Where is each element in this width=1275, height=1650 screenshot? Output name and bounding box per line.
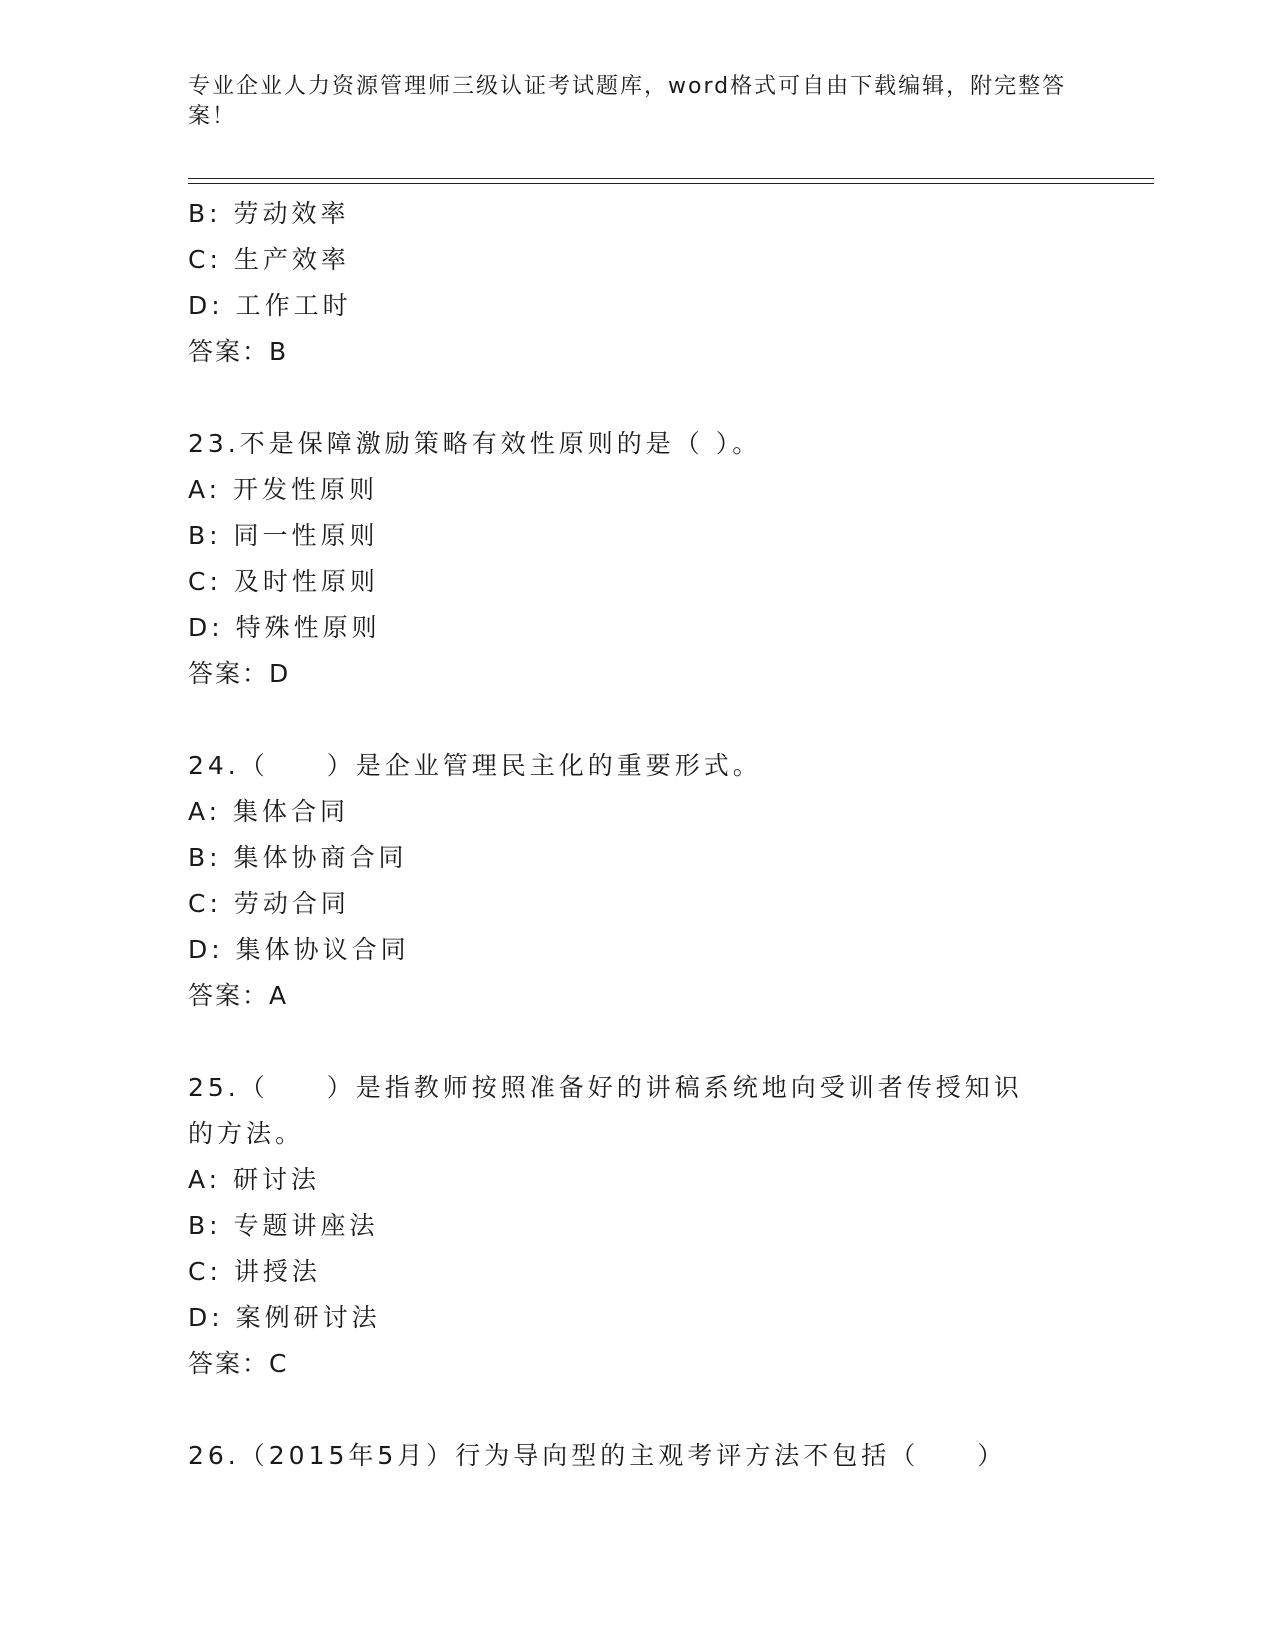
answer-line: 答案：A xyxy=(188,981,289,1010)
option-c: C: 劳动合同 xyxy=(188,889,350,918)
option-c: C: 及时性原则 xyxy=(188,567,379,596)
option-b: B: 劳动效率 xyxy=(188,199,350,228)
option-b: B: 集体协商合同 xyxy=(188,843,408,872)
document-body xyxy=(188,191,1088,1479)
option-c: C: 生产效率 xyxy=(188,245,350,274)
answer-line: 答案：D xyxy=(188,659,291,688)
question-text: 23.不是保障激励策略有效性原则的是（ ）。 xyxy=(188,429,762,458)
question-text: 26.（2015年5月）行为导向型的主观考评方法不包括（ ） xyxy=(188,1441,1007,1470)
header-rule-bottom xyxy=(188,183,1154,184)
question-block-24 xyxy=(188,743,1088,1019)
spacer xyxy=(188,375,1088,421)
option-d: D: 案例研讨法 xyxy=(188,1303,381,1332)
answer-line: 答案：B xyxy=(188,337,289,366)
header-rule-top xyxy=(188,178,1154,179)
option-d: D: 集体协议合同 xyxy=(188,935,410,964)
spacer xyxy=(188,1387,1088,1433)
question-text: 24.（ ）是企业管理民主化的重要形式。 xyxy=(188,751,762,780)
answer-line: 答案：C xyxy=(188,1349,289,1378)
option-d: D: 特殊性原则 xyxy=(188,613,381,642)
option-d: D: 工作工时 xyxy=(188,291,352,320)
question-block-26 xyxy=(188,1433,1088,1479)
question-text: 25.（ ）是指教师按照准备好的讲稿系统地向受训者传授知识的方法。 xyxy=(188,1073,1023,1148)
spacer xyxy=(188,1019,1088,1065)
question-block-22 xyxy=(188,191,1088,375)
option-a: A: 研讨法 xyxy=(188,1165,321,1194)
spacer xyxy=(188,697,1088,743)
option-c: C: 讲授法 xyxy=(188,1257,321,1286)
option-b: B: 专题讲座法 xyxy=(188,1211,379,1240)
document-header: 专业企业人力资源管理师三级认证考试题库，word格式可自由下载编辑，附完整答案！ xyxy=(188,74,1067,129)
option-b: B: 同一性原则 xyxy=(188,521,379,550)
option-a: A: 开发性原则 xyxy=(188,475,379,504)
question-block-25 xyxy=(188,1065,1088,1387)
question-block-23 xyxy=(188,421,1088,697)
option-a: A: 集体合同 xyxy=(188,797,350,826)
